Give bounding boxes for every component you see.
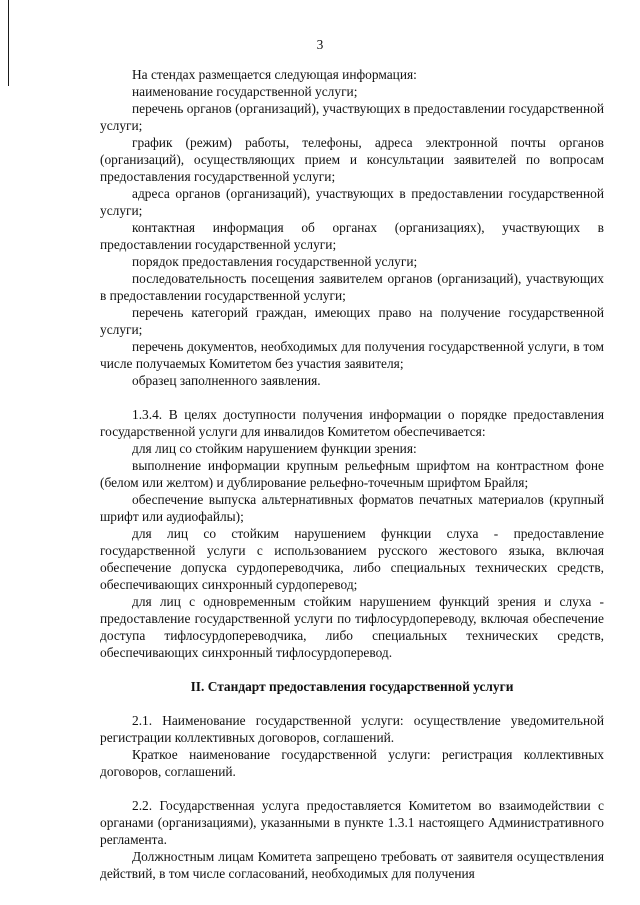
paragraph: перечень категорий граждан, имеющих право на получение государственной услуги;	[100, 305, 604, 337]
paragraph: график (режим) работы, телефоны, адреса электронной почты органов (организаций), осуществляющих прием и консультации заявителей по вопросам предоставления государственной услуги;	[100, 135, 604, 184]
paragraph: порядок предоставления государственной услуги;	[132, 254, 418, 269]
paragraph-spacer	[100, 780, 604, 797]
paragraph: перечень органов (организаций), участвующих в предоставлении государственной услуги;	[100, 101, 604, 133]
paragraph: На стендах размещается следующая информация:	[132, 67, 417, 82]
paragraph: наименование государственной услуги;	[132, 84, 358, 99]
paragraph: перечень документов, необходимых для получения государственной услуги, в том числе получаемых Комитетом без участия заявителя;	[100, 339, 604, 371]
paragraph: адреса органов (организаций), участвующих в предоставлении государственной услуги;	[100, 186, 604, 218]
paragraph-spacer	[100, 695, 604, 712]
paragraph: для лиц со стойким нарушением функции зрения:	[132, 441, 417, 456]
paragraph: последовательность посещения заявителем органов (организаций), участвующих в предоставлении государственной услуги;	[100, 271, 604, 303]
paragraph: образец заполненного заявления.	[132, 373, 321, 388]
page-number: 3	[316, 37, 324, 52]
paragraph: Краткое наименование государственной услуги: регистрация коллективных договоров, соглашений.	[100, 747, 604, 779]
paragraph: 1.3.4. В целях доступности получения информации о порядке предоставления государственной услуги для инвалидов Комитетом обеспечивается:	[100, 407, 604, 439]
section-heading: II. Стандарт предоставления государственной услуги	[190, 679, 514, 694]
paragraph: для лиц со стойким нарушением функции слуха - предоставление государственной услуги с использованием русского жестового языка, включая обеспечение допуска сурдопереводчика, либо специальных технических средств, обеспечивающих синхронный сурдоперевод;	[100, 526, 604, 592]
paragraph: 2.2. Государственная услуга предоставляется Комитетом во взаимодействии с органами (организациями), указанными в пункте 1.3.1 настоящего Административного регламента.	[100, 798, 604, 847]
paragraph: Должностным лицам Комитета запрещено требовать от заявителя осуществления действий, в том числе согласований, необходимых для получения	[100, 849, 604, 881]
paragraph-spacer	[100, 661, 604, 678]
paragraph: 2.1. Наименование государственной услуги: осуществление уведомительной регистрации коллективных договоров, соглашений.	[100, 713, 604, 745]
paragraph: контактная информация об органах (организациях), участвующих в предоставлении государственной услуги;	[100, 220, 604, 252]
paragraph: для лиц с одновременным стойким нарушением функций зрения и слуха - предоставление государственной услуги по тифлосурдопереводу, включая обеспечение доступа тифлосурдопереводчика, либо специальных технических средств, обеспечивающих синхронный тифлосурдоперевод.	[100, 594, 604, 660]
paragraph-spacer	[100, 389, 604, 406]
paragraph: обеспечение выпуска альтернативных форматов печатных материалов (крупный шрифт или аудиофайлы);	[100, 492, 604, 524]
document-body	[100, 66, 604, 882]
paragraph: выполнение информации крупным рельефным шрифтом на контрастном фоне (белом или желтом) и дублирование рельефно-точечным шрифтом Брайля;	[100, 458, 604, 490]
